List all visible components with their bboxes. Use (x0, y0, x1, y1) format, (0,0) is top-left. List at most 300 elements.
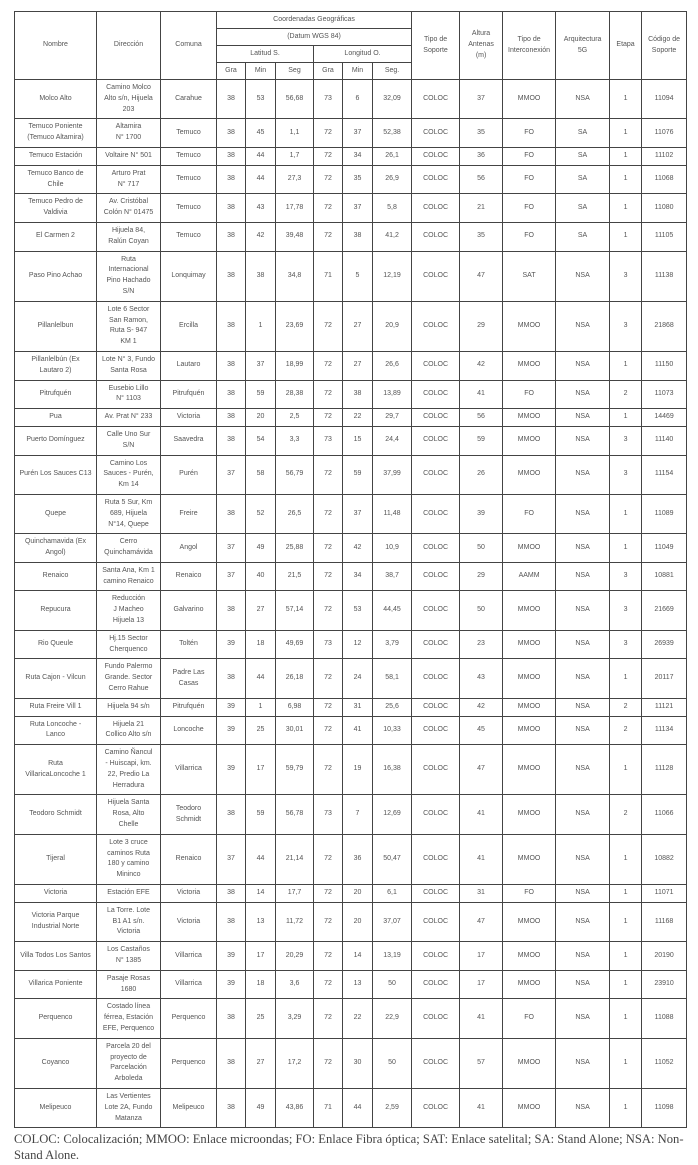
cell-etapa: 1 (610, 902, 642, 941)
col-header-lon-gra: Gra (314, 63, 343, 80)
cell-arquitectura: NSA (556, 902, 610, 941)
cell-lon-seg: 25,6 (373, 698, 412, 716)
col-header-codigo: Código de Soporte (642, 12, 687, 80)
cell-lat-gra: 38 (217, 301, 246, 351)
cell-lat-min: 17 (246, 745, 276, 795)
cell-lat-seg: 17,78 (276, 194, 314, 223)
cell-direccion: Lote N° 3, Fundo Santa Rosa (97, 351, 161, 380)
cell-lat-gra: 38 (217, 494, 246, 533)
cell-lat-min: 17 (246, 942, 276, 971)
cell-codigo: 11154 (642, 455, 687, 494)
cell-lat-min: 44 (246, 147, 276, 165)
cell-lon-seg: 41,2 (373, 222, 412, 251)
cell-altura: 59 (460, 426, 503, 455)
cell-etapa: 1 (610, 194, 642, 223)
cell-lon-min: 38 (343, 222, 373, 251)
cell-direccion: Av. Cristóbal Colón N° 01475 (97, 194, 161, 223)
cell-etapa: 2 (610, 716, 642, 745)
cell-codigo: 26939 (642, 630, 687, 659)
cell-interconexion: FO (503, 222, 556, 251)
cell-tipo-soporte: COLOC (412, 1038, 460, 1088)
cell-lat-min: 42 (246, 222, 276, 251)
cell-lat-seg: 30,01 (276, 716, 314, 745)
cell-lat-seg: 3,29 (276, 999, 314, 1038)
cell-tipo-soporte: COLOC (412, 80, 460, 119)
cell-direccion: Costado línea férrea, Estación EFE, Perquenco (97, 999, 161, 1038)
cell-lon-gra: 72 (314, 885, 343, 903)
cell-direccion: Hijuela Santa Rosa, Alto Chelle (97, 795, 161, 834)
cell-nombre: Puerto Domínguez (15, 426, 97, 455)
cell-lat-gra: 38 (217, 80, 246, 119)
cell-etapa: 1 (610, 834, 642, 884)
cell-comuna: Pitrufquén (161, 380, 217, 409)
cell-lon-min: 24 (343, 659, 373, 698)
cell-tipo-soporte: COLOC (412, 902, 460, 941)
cell-lat-gra: 37 (217, 834, 246, 884)
cell-codigo: 14469 (642, 409, 687, 427)
cell-comuna: Renaico (161, 562, 217, 591)
cell-lon-min: 12 (343, 630, 373, 659)
cell-comuna: Ercilla (161, 301, 217, 351)
col-header-altura: Altura Antenas (m) (460, 12, 503, 80)
cell-comuna: Carahue (161, 80, 217, 119)
cell-lon-min: 36 (343, 834, 373, 884)
cell-nombre: Temuco Pedro de Valdivia (15, 194, 97, 223)
cell-direccion: Pasaje Rosas 1680 (97, 970, 161, 999)
cell-lat-seg: 28,38 (276, 380, 314, 409)
table-row (15, 380, 687, 409)
cell-codigo: 11168 (642, 902, 687, 941)
cell-arquitectura: NSA (556, 251, 610, 301)
cell-direccion: La Torre. Lote B1 A1 s/n. Victoria (97, 902, 161, 941)
cell-lat-seg: 3,6 (276, 970, 314, 999)
cell-lon-min: 38 (343, 380, 373, 409)
cell-comuna: Temuco (161, 165, 217, 194)
cell-interconexion: AAMM (503, 562, 556, 591)
cell-arquitectura: NSA (556, 380, 610, 409)
table-row (15, 745, 687, 795)
cell-direccion: Eusebio Lillo N° 1103 (97, 380, 161, 409)
cell-etapa: 1 (610, 970, 642, 999)
cell-interconexion: MMOO (503, 534, 556, 563)
cell-altura: 41 (460, 795, 503, 834)
cell-tipo-soporte: COLOC (412, 885, 460, 903)
cell-comuna: Victoria (161, 902, 217, 941)
cell-tipo-soporte: COLOC (412, 534, 460, 563)
cell-altura: 29 (460, 301, 503, 351)
cell-lat-gra: 37 (217, 534, 246, 563)
cell-codigo: 20117 (642, 659, 687, 698)
cell-lat-min: 25 (246, 716, 276, 745)
cell-direccion: Hijuela 94 s/n (97, 698, 161, 716)
cell-arquitectura: NSA (556, 698, 610, 716)
cell-lat-min: 1 (246, 698, 276, 716)
cell-lon-gra: 72 (314, 1038, 343, 1088)
cell-altura: 42 (460, 698, 503, 716)
cell-lon-min: 20 (343, 885, 373, 903)
table-row (15, 194, 687, 223)
col-header-lon-min: Min (343, 63, 373, 80)
cell-lat-gra: 38 (217, 165, 246, 194)
cell-comuna: Freire (161, 494, 217, 533)
cell-lon-gra: 73 (314, 630, 343, 659)
cell-lat-min: 54 (246, 426, 276, 455)
cell-nombre: Paso Pino Achao (15, 251, 97, 301)
cell-altura: 41 (460, 1088, 503, 1127)
cell-lat-seg: 56,68 (276, 80, 314, 119)
cell-direccion: Altamira N° 1700 (97, 119, 161, 148)
table-row (15, 999, 687, 1038)
cell-direccion: Camino Ñancul - Huiscapi, km. 22, Predio La Herradura (97, 745, 161, 795)
cell-comuna: Temuco (161, 119, 217, 148)
cell-lon-gra: 73 (314, 426, 343, 455)
cell-lon-min: 59 (343, 455, 373, 494)
cell-lon-min: 15 (343, 426, 373, 455)
cell-lon-seg: 24,4 (373, 426, 412, 455)
cell-tipo-soporte: COLOC (412, 795, 460, 834)
table-row (15, 119, 687, 148)
cell-lon-seg: 2,59 (373, 1088, 412, 1127)
cell-lon-seg: 26,6 (373, 351, 412, 380)
cell-nombre: Temuco Estación (15, 147, 97, 165)
cell-lon-gra: 72 (314, 562, 343, 591)
cell-lon-seg: 12,19 (373, 251, 412, 301)
cell-direccion: Las Vertientes Lote 2A, Fundo Matanza (97, 1088, 161, 1127)
cell-etapa: 1 (610, 80, 642, 119)
cell-codigo: 11088 (642, 999, 687, 1038)
cell-tipo-soporte: COLOC (412, 147, 460, 165)
antenna-sites-table (14, 11, 687, 1128)
cell-lat-seg: 56,78 (276, 795, 314, 834)
cell-nombre: Pillanlelbun (15, 301, 97, 351)
cell-codigo: 11068 (642, 165, 687, 194)
cell-lon-gra: 71 (314, 251, 343, 301)
cell-comuna: Loncoche (161, 716, 217, 745)
cell-lat-gra: 38 (217, 795, 246, 834)
cell-comuna: Villarrica (161, 942, 217, 971)
cell-etapa: 3 (610, 455, 642, 494)
cell-nombre: Villarica Poniente (15, 970, 97, 999)
cell-lat-gra: 38 (217, 999, 246, 1038)
cell-lat-min: 13 (246, 902, 276, 941)
cell-interconexion: MMOO (503, 80, 556, 119)
cell-lon-seg: 32,09 (373, 80, 412, 119)
cell-etapa: 1 (610, 409, 642, 427)
cell-tipo-soporte: COLOC (412, 426, 460, 455)
cell-arquitectura: NSA (556, 999, 610, 1038)
cell-interconexion: SAT (503, 251, 556, 301)
cell-lat-gra: 38 (217, 659, 246, 698)
cell-direccion: Arturo Prat N° 717 (97, 165, 161, 194)
cell-tipo-soporte: COLOC (412, 165, 460, 194)
cell-direccion: Parcela 20 del proyecto de Parcelación Arboleda (97, 1038, 161, 1088)
cell-comuna: Temuco (161, 194, 217, 223)
cell-nombre: Villa Todos Los Santos (15, 942, 97, 971)
cell-lon-min: 30 (343, 1038, 373, 1088)
cell-lat-gra: 38 (217, 1088, 246, 1127)
cell-lat-seg: 2,5 (276, 409, 314, 427)
cell-altura: 57 (460, 1038, 503, 1088)
cell-lon-gra: 72 (314, 698, 343, 716)
cell-lon-gra: 72 (314, 970, 343, 999)
cell-arquitectura: NSA (556, 1088, 610, 1127)
cell-lon-seg: 26,9 (373, 165, 412, 194)
table-header (15, 12, 687, 80)
cell-lat-gra: 38 (217, 902, 246, 941)
cell-lon-seg: 50 (373, 970, 412, 999)
cell-lat-min: 40 (246, 562, 276, 591)
cell-etapa: 2 (610, 380, 642, 409)
cell-codigo: 11150 (642, 351, 687, 380)
cell-arquitectura: NSA (556, 455, 610, 494)
cell-lat-gra: 39 (217, 970, 246, 999)
cell-altura: 21 (460, 194, 503, 223)
cell-lat-seg: 26,18 (276, 659, 314, 698)
cell-altura: 56 (460, 409, 503, 427)
cell-nombre: Renaico (15, 562, 97, 591)
cell-etapa: 1 (610, 119, 642, 148)
cell-lat-min: 44 (246, 834, 276, 884)
cell-tipo-soporte: COLOC (412, 119, 460, 148)
cell-codigo: 11138 (642, 251, 687, 301)
cell-lon-min: 35 (343, 165, 373, 194)
cell-lat-gra: 37 (217, 562, 246, 591)
cell-direccion: Camino Los Sauces - Purén, Km 14 (97, 455, 161, 494)
cell-codigo: 23910 (642, 970, 687, 999)
cell-direccion: Lote 3 cruce caminos Ruta 180 y camino Mininco (97, 834, 161, 884)
cell-lat-seg: 20,29 (276, 942, 314, 971)
cell-lat-seg: 39,48 (276, 222, 314, 251)
cell-lon-gra: 72 (314, 834, 343, 884)
cell-nombre: Ruta Cajon - Vilcun (15, 659, 97, 698)
cell-lon-min: 22 (343, 409, 373, 427)
cell-lon-seg: 11,48 (373, 494, 412, 533)
cell-codigo: 11105 (642, 222, 687, 251)
cell-tipo-soporte: COLOC (412, 251, 460, 301)
col-header-datum: (Datum WGS 84) (217, 29, 412, 46)
cell-altura: 50 (460, 591, 503, 630)
cell-interconexion: FO (503, 165, 556, 194)
cell-lon-seg: 37,07 (373, 902, 412, 941)
cell-arquitectura: NSA (556, 534, 610, 563)
cell-lon-gra: 72 (314, 119, 343, 148)
cell-codigo: 10881 (642, 562, 687, 591)
cell-tipo-soporte: COLOC (412, 222, 460, 251)
cell-comuna: Lonquimay (161, 251, 217, 301)
cell-direccion: Lote 6 Sector San Ramon, Ruta S- 947 KM 1 (97, 301, 161, 351)
cell-lon-gra: 72 (314, 147, 343, 165)
cell-lat-gra: 39 (217, 698, 246, 716)
cell-interconexion: MMOO (503, 1088, 556, 1127)
cell-arquitectura: NSA (556, 426, 610, 455)
cell-altura: 35 (460, 222, 503, 251)
cell-codigo: 11102 (642, 147, 687, 165)
cell-tipo-soporte: COLOC (412, 716, 460, 745)
cell-lon-min: 34 (343, 147, 373, 165)
cell-altura: 29 (460, 562, 503, 591)
cell-nombre: Temuco Banco de Chile (15, 165, 97, 194)
cell-arquitectura: NSA (556, 745, 610, 795)
table-row (15, 455, 687, 494)
footnote: COLOC: Colocalización; MMOO: Enlace microondas; FO: Enlace Fibra óptica; SAT: Enlace satelital; SA: Stand Alone; NSA: Non-Stand Alone. (14, 1132, 684, 1162)
cell-comuna: Temuco (161, 222, 217, 251)
cell-interconexion: MMOO (503, 942, 556, 971)
cell-lon-gra: 72 (314, 165, 343, 194)
cell-lon-gra: 73 (314, 80, 343, 119)
cell-altura: 31 (460, 885, 503, 903)
cell-lat-gra: 39 (217, 716, 246, 745)
cell-lat-min: 44 (246, 165, 276, 194)
cell-lon-min: 41 (343, 716, 373, 745)
cell-tipo-soporte: COLOC (412, 409, 460, 427)
cell-lon-gra: 72 (314, 745, 343, 795)
cell-lon-min: 53 (343, 591, 373, 630)
cell-etapa: 1 (610, 351, 642, 380)
cell-codigo: 11073 (642, 380, 687, 409)
cell-comuna: Purén (161, 455, 217, 494)
cell-lat-gra: 38 (217, 885, 246, 903)
cell-interconexion: MMOO (503, 630, 556, 659)
cell-lon-seg: 38,7 (373, 562, 412, 591)
cell-interconexion: FO (503, 885, 556, 903)
cell-lon-seg: 16,38 (373, 745, 412, 795)
cell-arquitectura: NSA (556, 591, 610, 630)
cell-nombre: Purén Los Sauces C13 (15, 455, 97, 494)
cell-altura: 45 (460, 716, 503, 745)
cell-altura: 42 (460, 351, 503, 380)
cell-lat-seg: 18,99 (276, 351, 314, 380)
cell-comuna: Villarrica (161, 745, 217, 795)
cell-lat-min: 49 (246, 1088, 276, 1127)
cell-comuna: Melipeuco (161, 1088, 217, 1127)
cell-lat-seg: 17,7 (276, 885, 314, 903)
cell-lon-seg: 29,7 (373, 409, 412, 427)
cell-lat-min: 14 (246, 885, 276, 903)
cell-comuna: Teodoro Schmidt (161, 795, 217, 834)
cell-tipo-soporte: COLOC (412, 698, 460, 716)
cell-lon-gra: 72 (314, 716, 343, 745)
cell-etapa: 1 (610, 999, 642, 1038)
cell-lat-min: 52 (246, 494, 276, 533)
cell-codigo: 11049 (642, 534, 687, 563)
table-row (15, 1088, 687, 1127)
cell-lat-seg: 43,86 (276, 1088, 314, 1127)
cell-etapa: 3 (610, 591, 642, 630)
cell-lat-min: 58 (246, 455, 276, 494)
cell-lon-seg: 20,9 (373, 301, 412, 351)
cell-lon-min: 13 (343, 970, 373, 999)
cell-interconexion: MMOO (503, 1038, 556, 1088)
cell-codigo: 11121 (642, 698, 687, 716)
cell-comuna: Victoria (161, 885, 217, 903)
cell-lat-min: 53 (246, 80, 276, 119)
cell-lon-seg: 10,9 (373, 534, 412, 563)
cell-comuna: Renaico (161, 834, 217, 884)
cell-etapa: 2 (610, 698, 642, 716)
cell-lat-min: 18 (246, 970, 276, 999)
col-header-interconexion: Tipo de Interconexión (503, 12, 556, 80)
cell-lon-seg: 52,38 (373, 119, 412, 148)
cell-arquitectura: SA (556, 194, 610, 223)
cell-comuna: Lautaro (161, 351, 217, 380)
cell-arquitectura: NSA (556, 885, 610, 903)
cell-lat-gra: 37 (217, 455, 246, 494)
cell-tipo-soporte: COLOC (412, 659, 460, 698)
cell-arquitectura: SA (556, 147, 610, 165)
cell-tipo-soporte: COLOC (412, 1088, 460, 1127)
cell-tipo-soporte: COLOC (412, 380, 460, 409)
cell-lon-gra: 72 (314, 534, 343, 563)
cell-nombre: Ruta VillaricaLoncoche 1 (15, 745, 97, 795)
cell-lat-min: 44 (246, 659, 276, 698)
cell-direccion: Av. Prat N° 233 (97, 409, 161, 427)
cell-nombre: Victoria Parque Industrial Norte (15, 902, 97, 941)
cell-codigo: 11071 (642, 885, 687, 903)
cell-comuna: Perquenco (161, 999, 217, 1038)
cell-codigo: 11080 (642, 194, 687, 223)
cell-lat-min: 18 (246, 630, 276, 659)
cell-lon-min: 34 (343, 562, 373, 591)
cell-lon-seg: 26,1 (373, 147, 412, 165)
cell-interconexion: FO (503, 999, 556, 1038)
cell-nombre: Ruta Freire Vill 1 (15, 698, 97, 716)
cell-comuna: Pitrufquén (161, 698, 217, 716)
cell-etapa: 1 (610, 1038, 642, 1088)
cell-lon-min: 42 (343, 534, 373, 563)
col-header-comuna: Comuna (161, 12, 217, 80)
cell-lat-min: 37 (246, 351, 276, 380)
cell-lat-seg: 25,88 (276, 534, 314, 563)
cell-lat-seg: 49,69 (276, 630, 314, 659)
cell-lon-seg: 58,1 (373, 659, 412, 698)
cell-altura: 37 (460, 80, 503, 119)
cell-etapa: 1 (610, 165, 642, 194)
cell-lon-gra: 72 (314, 942, 343, 971)
table-row (15, 795, 687, 834)
cell-comuna: Perquenco (161, 1038, 217, 1088)
cell-arquitectura: NSA (556, 1038, 610, 1088)
table-row (15, 534, 687, 563)
cell-comuna: Villarrica (161, 970, 217, 999)
cell-lon-gra: 71 (314, 1088, 343, 1127)
cell-lat-min: 49 (246, 534, 276, 563)
cell-codigo: 11098 (642, 1088, 687, 1127)
cell-nombre: Teodoro Schmidt (15, 795, 97, 834)
cell-codigo: 11066 (642, 795, 687, 834)
cell-codigo: 10882 (642, 834, 687, 884)
cell-etapa: 2 (610, 795, 642, 834)
cell-lon-gra: 72 (314, 222, 343, 251)
cell-lon-min: 6 (343, 80, 373, 119)
cell-lon-gra: 72 (314, 409, 343, 427)
col-header-latitud: Latitud S. (217, 46, 314, 63)
cell-arquitectura: NSA (556, 409, 610, 427)
cell-lat-gra: 38 (217, 409, 246, 427)
cell-lon-gra: 72 (314, 380, 343, 409)
col-header-etapa: Etapa (610, 12, 642, 80)
cell-arquitectura: NSA (556, 716, 610, 745)
table-row (15, 562, 687, 591)
cell-lat-seg: 57,14 (276, 591, 314, 630)
cell-tipo-soporte: COLOC (412, 834, 460, 884)
cell-nombre: Pitrufquén (15, 380, 97, 409)
cell-lon-gra: 72 (314, 194, 343, 223)
cell-etapa: 3 (610, 301, 642, 351)
cell-lon-seg: 6,1 (373, 885, 412, 903)
cell-lat-gra: 38 (217, 119, 246, 148)
cell-lon-min: 7 (343, 795, 373, 834)
cell-direccion: Hj.15 Sector Cherquenco (97, 630, 161, 659)
